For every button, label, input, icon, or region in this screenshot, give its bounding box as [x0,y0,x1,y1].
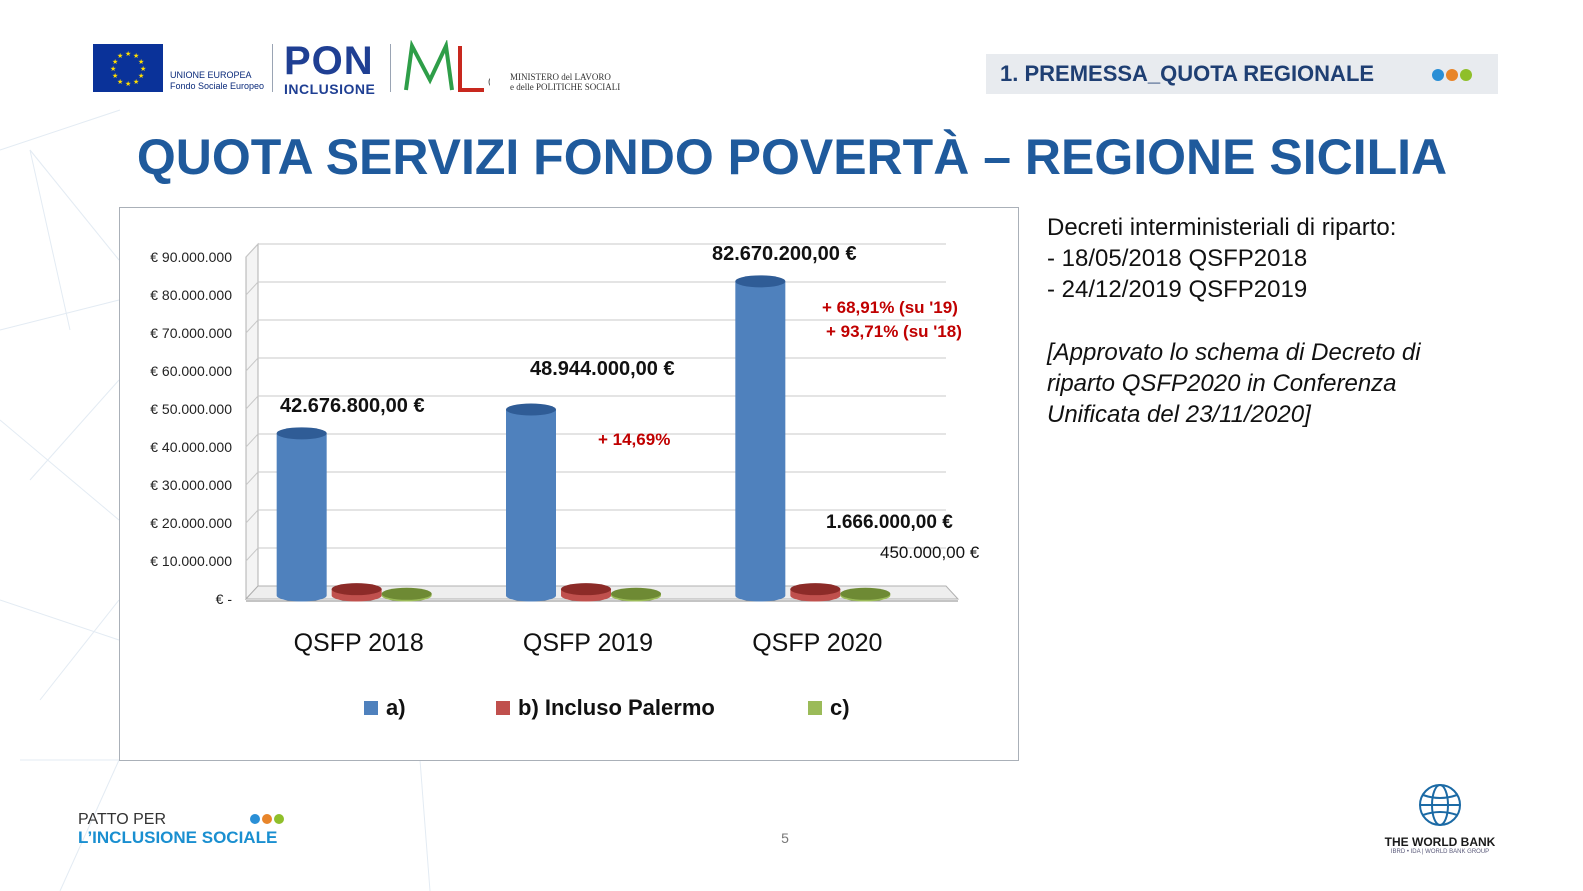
svg-text:★: ★ [112,72,119,80]
delta-label: + 14,69% [598,430,671,449]
svg-text:★: ★ [125,80,132,88]
legend-swatch [364,701,378,715]
list-item: - 24/12/2019 QSFP2019 [1047,276,1308,303]
legend-label: b) Incluso Palermo [518,695,715,720]
bar-cap [790,583,840,595]
data-label: 42.676.800,00 € [280,395,425,417]
bar-a [506,410,556,602]
ministry-line2: e delle POLITICHE SOCIALI [510,82,621,92]
page-number: 5 [781,830,789,846]
y-tick-label: € 60.000.000 [150,363,232,379]
page-title: QUOTA SERVIZI FONDO POVERTÀ – REGIONE SICILIA [136,129,1448,185]
list-item: - 18/05/2018 QSFP2018 [1047,245,1308,272]
y-tick-label: € 30.000.000 [150,477,232,493]
y-tick-label: € 50.000.000 [150,401,232,417]
pon-title: PON [284,39,374,83]
svg-text:★: ★ [133,78,140,86]
eu-line2: Fondo Sociale Europeo [170,81,265,91]
bar-a [277,433,327,601]
x-tick-label: QSFP 2020 [752,629,883,657]
chart-frame [119,207,1019,761]
svg-text:★: ★ [138,58,145,66]
legend-swatch [496,701,510,715]
y-tick-label: € 90.000.000 [150,249,232,265]
svg-text:★: ★ [117,78,124,86]
y-tick-label: € 10.000.000 [150,553,232,569]
bar-cap [382,588,432,600]
svg-text:★: ★ [125,50,132,58]
bar-cap [332,583,382,595]
patto-logo [78,811,277,847]
y-tick-label: € - [215,591,232,607]
x-tick-label: QSFP 2019 [522,629,654,657]
world-bank-name: THE WORLD BANK [1384,835,1496,849]
legend-label: a) [386,695,406,720]
bar-cap [735,275,785,287]
pon-subtitle: INCLUSIONE [284,81,376,97]
ministry-text [510,72,620,92]
bar-a [735,281,785,601]
header-divider [390,44,391,92]
data-label-b: 1.666.000,00 € [826,512,953,533]
svg-text:★: ★ [112,58,119,66]
approval-note: [Approvato lo schema di Decreto di riparto QSFP2020 in Conferenza Unificata del 23/11/2020] [1047,339,1421,428]
y-tick-label: € 20.000.000 [150,515,232,531]
y-tick-label: € 70.000.000 [150,325,232,341]
bar-cap [840,588,890,600]
world-bank-logo [1380,782,1500,855]
header-divider [272,44,273,92]
patto-line1: PATTO PER [78,811,167,828]
legend-swatch [808,701,822,715]
bar-cap [277,427,327,439]
globe-icon [1380,782,1500,828]
svg-text:★: ★ [133,52,140,60]
eu-line1: UNIONE EUROPEA [170,70,252,80]
data-label: 48.944.000,00 € [530,358,675,380]
bar-cap [561,583,611,595]
svg-text:★: ★ [140,65,147,73]
section-tag [986,54,1498,94]
patto-dots-icon [250,814,284,824]
x-tick-label: QSFP 2018 [293,629,424,657]
ministry-logo-icon [402,40,490,96]
delta-label: + 93,71% (su '18) [826,322,962,341]
eu-text [170,70,264,92]
decrees-heading: Decreti interministeriali di riparto: [1047,214,1397,241]
delta-label: + 68,91% (su '19) [822,298,958,317]
header [0,0,1583,110]
section-dots-icon [1432,69,1472,81]
pon-logo [284,40,380,96]
data-label: 82.670.200,00 € [712,243,857,265]
bar-chart [120,208,1018,760]
y-tick-label: € 40.000.000 [150,439,232,455]
plot-side-wall [246,244,258,599]
decrees-list [1047,243,1487,305]
ministry-line1: MINISTERO del LAVORO [510,72,611,82]
svg-text:★: ★ [110,65,117,73]
side-notes [1047,212,1487,430]
bar-cap [506,404,556,416]
svg-text:★: ★ [117,52,124,60]
patto-line2: L’INCLUSIONE SOCIALE [78,828,278,847]
eu-flag-icon [93,44,163,92]
data-label-c: 450.000,00 € [880,543,980,562]
bar-cap [611,588,661,600]
y-tick-label: € 80.000.000 [150,287,232,303]
legend-label: c) [830,695,850,720]
section-label: 1. PREMESSA_QUOTA REGIONALE [1000,61,1375,86]
svg-text:★: ★ [138,72,145,80]
world-bank-sub: IBRD • IDA | WORLD BANK GROUP [1390,849,1490,855]
